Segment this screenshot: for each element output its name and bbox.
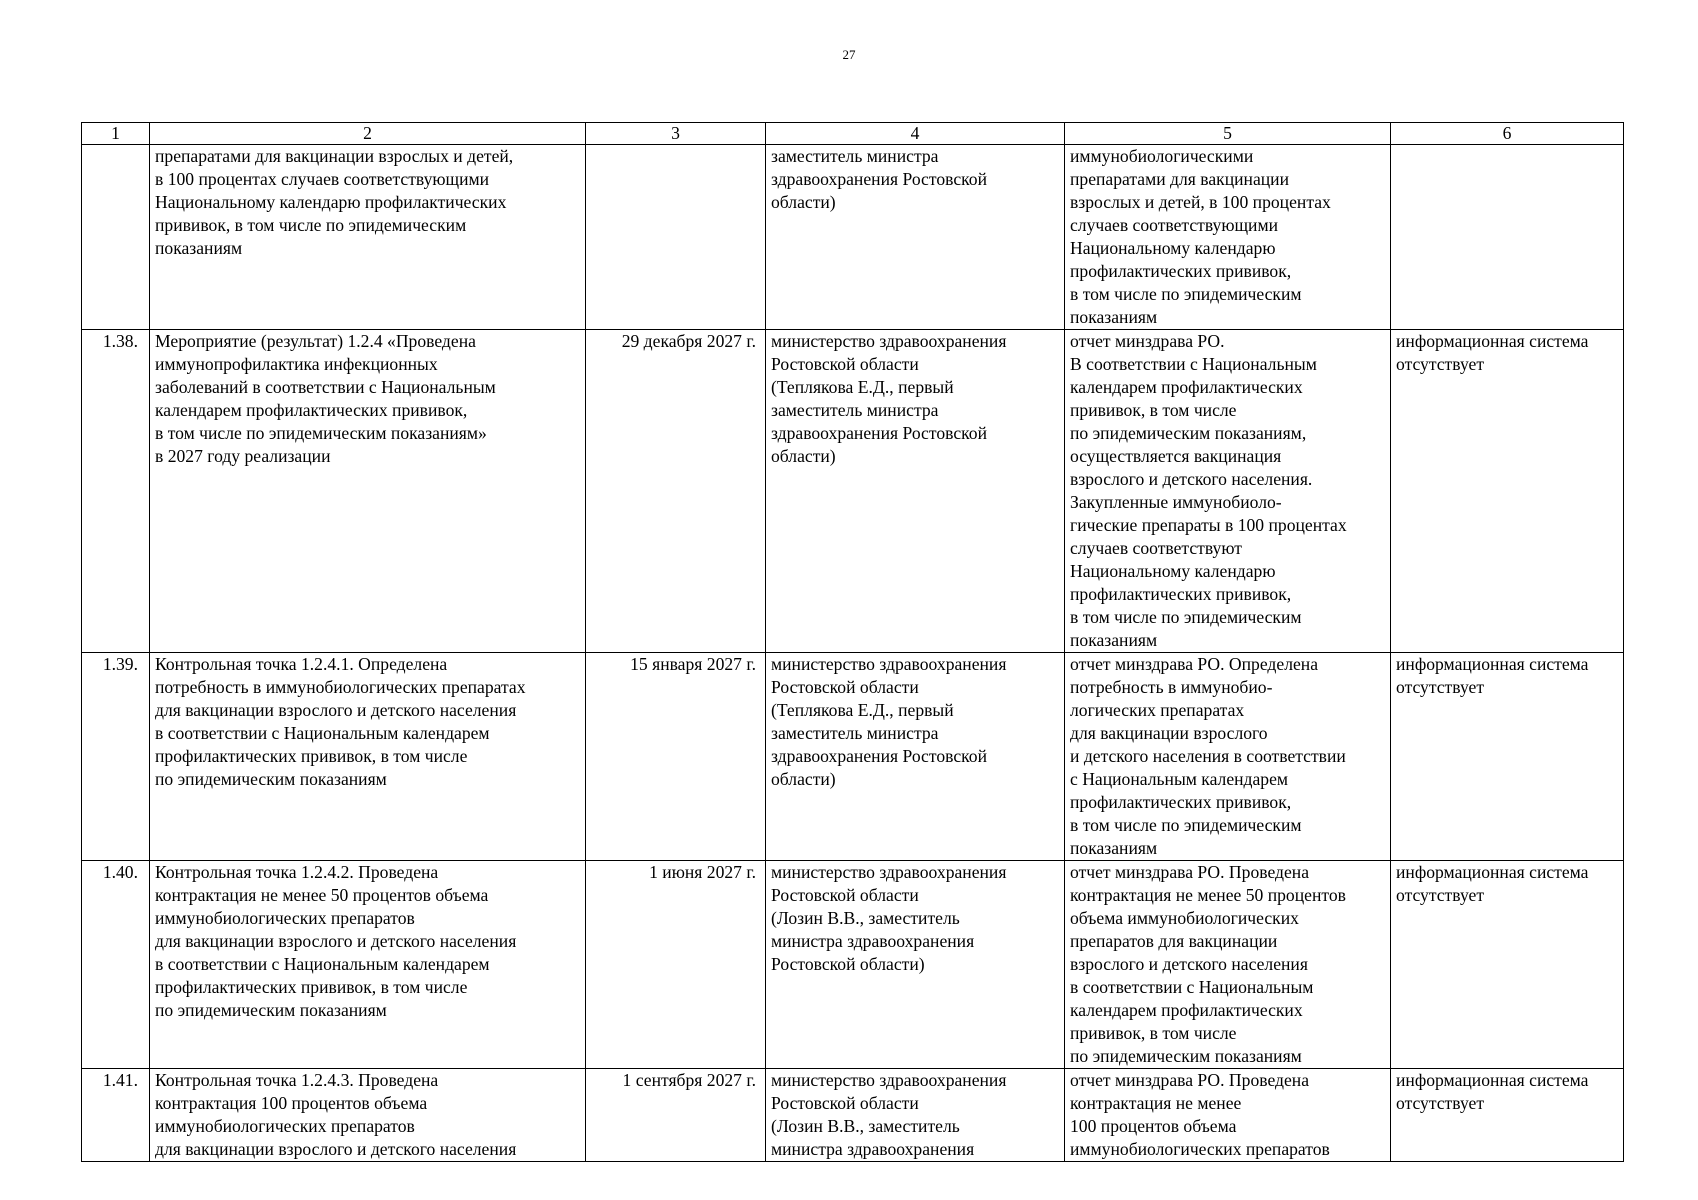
column-header-2: 2 bbox=[150, 123, 586, 145]
deadline-cell bbox=[586, 145, 766, 330]
event-name-cell: Контрольная точка 1.2.4.3. Проведена контрактация 100 процентов объема иммунобиологических препаратов для вакцинации взрослого и детского населения bbox=[150, 1069, 586, 1162]
table-row bbox=[82, 861, 1624, 1069]
table-row bbox=[82, 653, 1624, 861]
responsible-cell: министерство здравоохранения Ростовской области (Теплякова Е.Д., первый заместитель министра здравоохранения Ростовской области) bbox=[766, 330, 1065, 653]
info-system-cell: информационная система отсутствует bbox=[1391, 861, 1624, 1069]
row-number-cell: 1.39. bbox=[82, 653, 150, 861]
column-header-4: 4 bbox=[766, 123, 1065, 145]
table-row bbox=[82, 330, 1624, 653]
table-row bbox=[82, 1069, 1624, 1162]
event-name-cell: Мероприятие (результат) 1.2.4 «Проведена иммунопрофилактика инфекционных заболеваний в соответствии с Национальным календарем профилактических прививок, в том числе по эпидемическим показаниям» в 2027 году реализации bbox=[150, 330, 586, 653]
deadline-cell: 15 января 2027 г. bbox=[586, 653, 766, 861]
info-system-cell bbox=[1391, 145, 1624, 330]
row-number-cell bbox=[82, 145, 150, 330]
event-name-cell: Контрольная точка 1.2.4.1. Определена потребность в иммунобиологических препаратах для вакцинации взрослого и детского населения в соответствии с Национальным календарем профилактических прививок, в том числе по эпидемическим показаниям bbox=[150, 653, 586, 861]
responsible-cell: министерство здравоохранения Ростовской области (Лозин В.В., заместитель министра здравоохранения bbox=[766, 1069, 1065, 1162]
result-cell: отчет минздрава РО. Проведена контрактация не менее 50 процентов объема иммунобиологических препаратов для вакцинации взрослого и детского населения в соответствии с Национальным календарем профилактических прививок, в том числе по эпидемическим показаниям bbox=[1065, 861, 1391, 1069]
deadline-cell: 29 декабря 2027 г. bbox=[586, 330, 766, 653]
result-cell: отчет минздрава РО. В соответствии с Национальным календарем профилактических прививок, в том числе по эпидемическим показаниям, осуществляется вакцинация взрослого и детского населения. Закупленные иммунобиоло- гические препараты в 100 процентах случаев соответствуют Национальному календарю профилактических прививок, в том числе по эпидемическим показаниям bbox=[1065, 330, 1391, 653]
result-cell: отчет минздрава РО. Проведена контрактация не менее 100 процентов объема иммунобиологических препаратов bbox=[1065, 1069, 1391, 1162]
page-number: 27 bbox=[842, 47, 856, 62]
responsible-cell: министерство здравоохранения Ростовской области (Теплякова Е.Д., первый заместитель министра здравоохранения Ростовской области) bbox=[766, 653, 1065, 861]
event-name-cell: Контрольная точка 1.2.4.2. Проведена контрактация не менее 50 процентов объема иммунобиологических препаратов для вакцинации взрослого и детского населения в соответствии с Национальным календарем профилактических прививок, в том числе по эпидемическим показаниям bbox=[150, 861, 586, 1069]
column-header-1: 1 bbox=[82, 123, 150, 145]
deadline-cell: 1 сентября 2027 г. bbox=[586, 1069, 766, 1162]
info-system-cell: информационная система отсутствует bbox=[1391, 1069, 1624, 1162]
responsible-cell: заместитель министра здравоохранения Ростовской области) bbox=[766, 145, 1065, 330]
result-cell: отчет минздрава РО. Определена потребность в иммунобио- логических препаратах для вакцинации взрослого и детского населения в соответствии с Национальным календарем профилактических прививок, в том числе по эпидемическим показаниям bbox=[1065, 653, 1391, 861]
table-header-row bbox=[82, 123, 1624, 145]
column-header-5: 5 bbox=[1065, 123, 1391, 145]
deadline-cell: 1 июня 2027 г. bbox=[586, 861, 766, 1069]
row-number-cell: 1.38. bbox=[82, 330, 150, 653]
column-header-6: 6 bbox=[1391, 123, 1624, 145]
result-cell: иммунобиологическими препаратами для вакцинации взрослых и детей, в 100 процентах случаев соответствующими Национальному календарю профилактических прививок, в том числе по эпидемическим показаниям bbox=[1065, 145, 1391, 330]
row-number-cell: 1.40. bbox=[82, 861, 150, 1069]
info-system-cell: информационная система отсутствует bbox=[1391, 653, 1624, 861]
responsible-cell: министерство здравоохранения Ростовской области (Лозин В.В., заместитель министра здравоохранения Ростовской области) bbox=[766, 861, 1065, 1069]
column-header-3: 3 bbox=[586, 123, 766, 145]
event-name-cell: препаратами для вакцинации взрослых и детей, в 100 процентах случаев соответствующими Национальному календарю профилактических прививок, в том числе по эпидемическим показаниям bbox=[150, 145, 586, 330]
table-row bbox=[82, 145, 1624, 330]
row-number-cell: 1.41. bbox=[82, 1069, 150, 1162]
plan-table bbox=[81, 122, 1624, 1162]
info-system-cell: информационная система отсутствует bbox=[1391, 330, 1624, 653]
